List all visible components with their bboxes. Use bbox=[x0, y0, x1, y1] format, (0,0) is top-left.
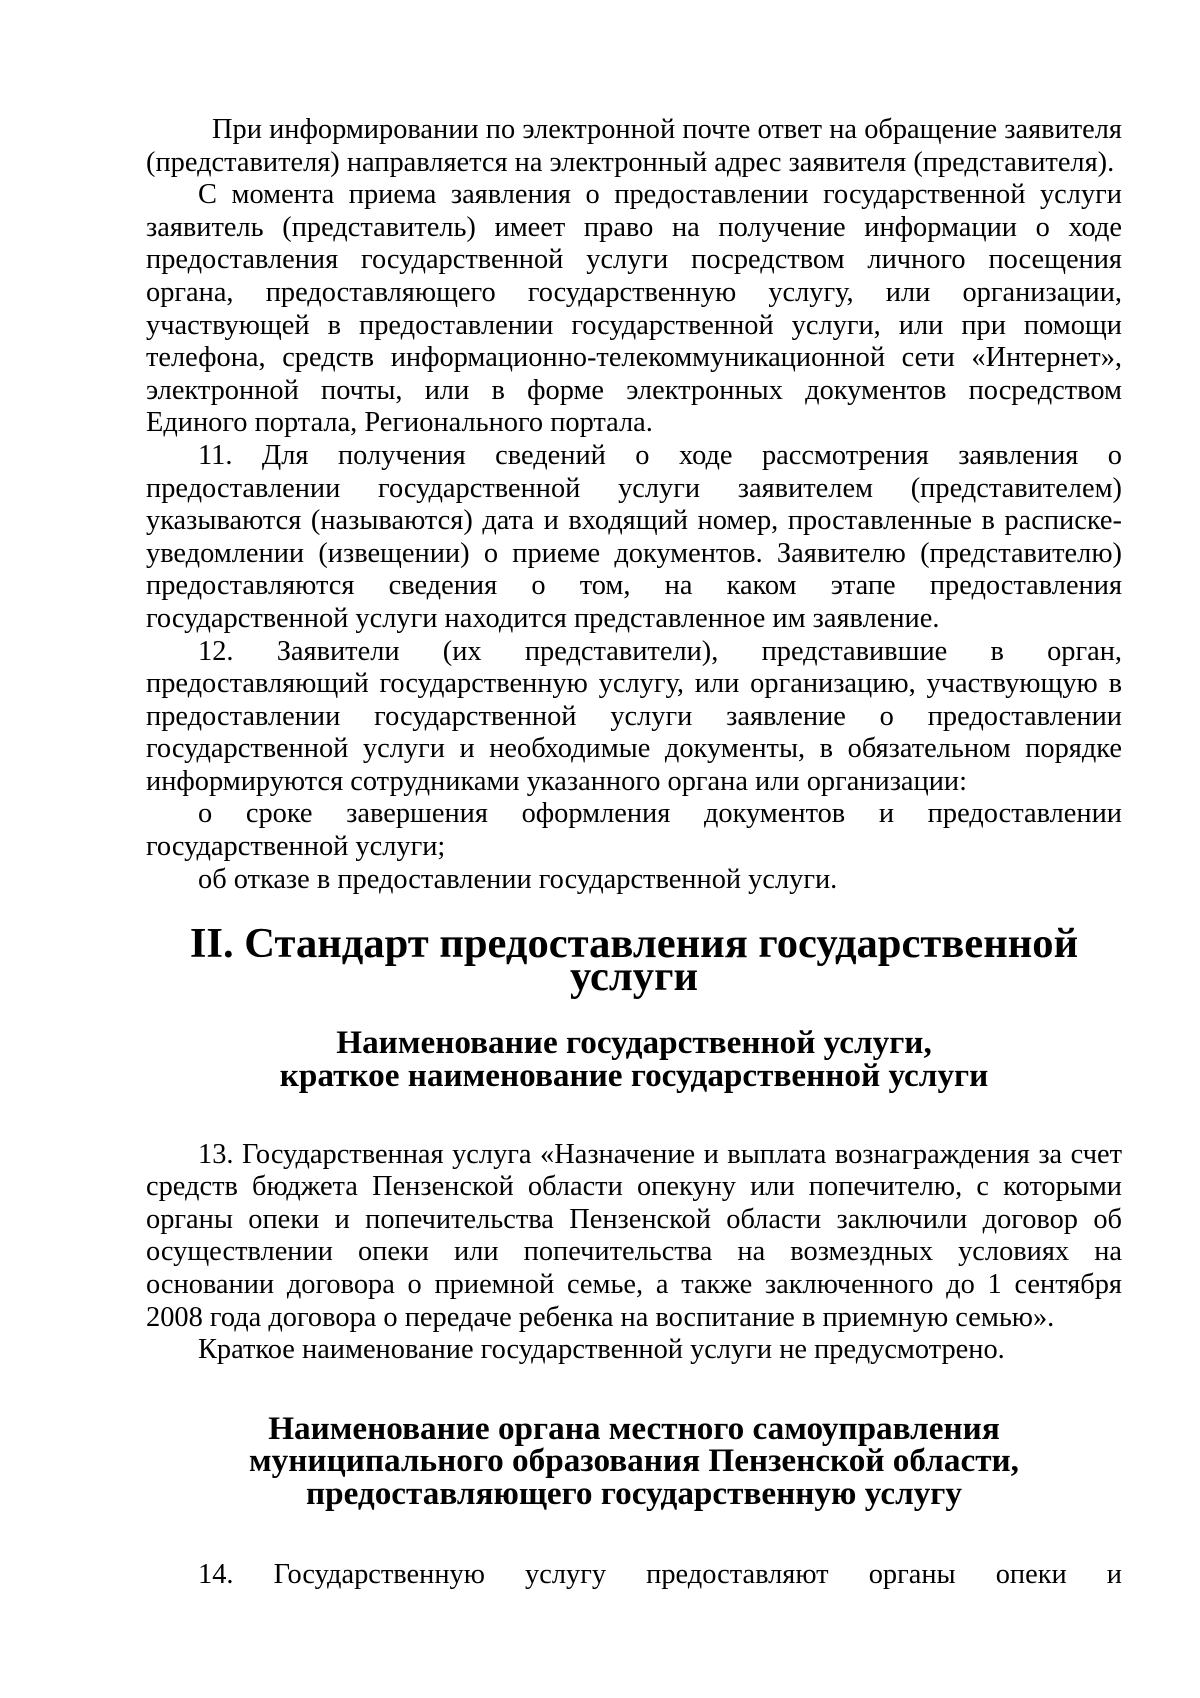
paragraph-email-response: При информировании по электронной почте ответ на обращение заявителя (представителя) направляется на электронный адрес заявителя (представителя). bbox=[146, 114, 1122, 178]
paragraph-item-13: 13. Государственная услуга «Назначение и выплата вознаграждения за счет средств бюджета Пензенской области опекуну или попечителю, с которыми органы опеки и попечительства Пензенской области заключили договор об осуществлении опеки или попечительства на возмездных условиях на основании договора о приемной семье, а также заключенного до 1 сентября 2008 года договора о передаче ребенка на воспитание в приемную семью». bbox=[146, 1138, 1122, 1333]
paragraph-item-11: 11. Для получения сведений о ходе рассмотрения заявления о предоставлении государственной услуги заявителем (представителем) указываются (называются) дата и входящий номер, проставленные в расписке-уведомлении (извещении) о приеме документов. Заявителю (представителю) предоставляются сведения о том, на каком этапе предоставления государственной услуги находится представленное им заявление. bbox=[146, 439, 1122, 634]
section-heading: II. Стандарт предоставления государственной услуги bbox=[189, 920, 1079, 1000]
subheading-authority-name bbox=[146, 1409, 1122, 1512]
subheading-authority-name-line-2: муниципального образования Пензенской области, bbox=[249, 1442, 1019, 1480]
paragraph-deadline-notice: о сроке завершения оформления документов и предоставлении государственной услуги; bbox=[146, 798, 1122, 863]
subheading-service-name bbox=[146, 1024, 1122, 1095]
paragraph-refusal-notice: об отказе в предоставлении государственной услуги. bbox=[198, 863, 838, 895]
paragraph-short-name: Краткое наименование государственной услуги не предусмотрено. bbox=[198, 1334, 1005, 1366]
subheading-service-name-line-2: краткое наименование государственной услуги bbox=[279, 1057, 989, 1095]
paragraph-progress-information: С момента приема заявления о предоставлении государственной услуги заявитель (представитель) имеет право на получение информации о ходе предоставления государственной услуги посредством личного посещения органа, предоставляющего государственную услугу, или организации, участвующей в предоставлении государственной услуги, или при помощи телефона, средств информационно-телекоммуникационной сети «Интернет», электронной почты, или в форме электронных документов посредством Единого портала, Регионального портала. bbox=[146, 179, 1122, 439]
subheading-authority-name-line-1: Наименование органа местного самоуправления bbox=[268, 1409, 1000, 1447]
subheading-authority-name-line-3: предоставляющего государственную услугу bbox=[305, 1474, 963, 1512]
paragraph-item-12: 12. Заявители (их представители), представившие в орган, предоставляющий государственную услугу, или организацию, участвующую в предоставлении государственной услуги заявление о предоставлении государственной услуги и необходимые документы, в обязательном порядке информируются сотрудниками указанного органа или организации: bbox=[146, 635, 1122, 797]
paragraph-item-14: 14. Государственную услугу предоставляют органы опеки и bbox=[198, 1558, 1122, 1590]
document-page bbox=[146, 114, 1122, 1591]
subheading-service-name-line-1: Наименование государственной услуги, bbox=[336, 1024, 932, 1062]
